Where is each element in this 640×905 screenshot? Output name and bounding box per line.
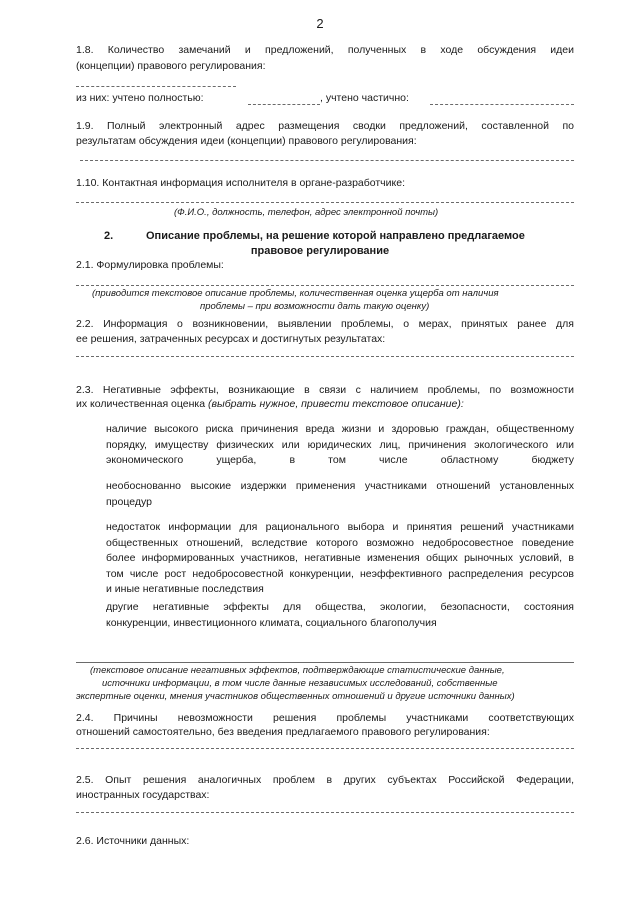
s1-8-fill-line [76, 86, 236, 87]
s2-1-caption-line1: (приводится текстовое описание проблемы, количественная оценка ущерба от наличия [92, 288, 499, 299]
option-3-line: и иные негативные последствия [106, 583, 264, 595]
s2-2-line2: ее решения, затраченных ресурсах и достигнутых результатах: [76, 333, 386, 345]
s2-3-caption-line1: (текстовое описание негативных эффектов, подтверждающие статистические данные, [90, 665, 505, 676]
s2-4-line2: отношений самостоятельно, без введения предлагаемого правового регулирования: [76, 726, 490, 738]
option-2-line: необоснованно высокие издержки применения участниками отношений установленных [106, 480, 574, 492]
s2-5-fill-line [76, 812, 574, 813]
s1-8-partial-label: , учтено частично: [320, 92, 409, 104]
s2-4-fill-line [76, 748, 574, 749]
s2-4-line1: 2.4. Причины невозможности решения проблемы участниками соответствующих [76, 712, 574, 724]
s2-3-caption-line2: источники информации, в том числе данные независимых исследований, собственные [102, 678, 498, 689]
negative-effect-option-4 [106, 600, 574, 631]
s1-9-fill-line [80, 160, 574, 161]
negative-effect-option-3 [106, 520, 574, 598]
s2-3-line1: 2.3. Негативные эффекты, возникающие в связи с наличием проблемы, по возможности [76, 384, 574, 396]
s2-1-label: 2.1. Формулировка проблемы: [76, 259, 224, 271]
s2-3-line2-text: их количественная оценка [76, 398, 206, 410]
option-1-line: порядку, имуществу физических или юридических лиц, причинения экологического или [106, 438, 574, 451]
s2-3-fill-line [76, 662, 574, 663]
s2-5-line1: 2.5. Опыт решения аналогичных проблем в других субъектах Российской Федерации, [76, 774, 574, 786]
option-2-line: процедур [106, 495, 152, 508]
option-1-line: наличие высокого риска причинения вреда жизни и здоровью граждан, общественному [106, 423, 574, 435]
s2-1-caption-line2: проблемы – при возможности дать такую оценку) [200, 301, 430, 312]
s1-8-full-fill [248, 104, 320, 105]
s1-8-partial-fill [430, 104, 574, 105]
option-4-line: другие негативные эффекты для общества, экологии, безопасности, состояния [106, 601, 574, 613]
section-2-number: 2. [104, 230, 114, 242]
option-3-line: общественных отношений, вследствие которого возможно недобросовестное поведение [106, 536, 574, 549]
option-1-line: экономического ущерба, в том числе областному бюджету [106, 454, 574, 466]
s2-3-caption-line3: экспертные оценки, мнения участников общественных отношений и другие источники данных) [76, 691, 515, 702]
section-2-title-line1: Описание проблемы, на решение которой направлено предлагаемое [146, 230, 525, 242]
s1-8-line1: 1.8. Количество замечаний и предложений, полученных в ходе обсуждения идеи [76, 44, 574, 56]
s1-10-caption: (Ф.И.О., должность, телефон, адрес электронной почты) [174, 207, 439, 218]
s2-5-line2: иностранных государствах: [76, 789, 210, 801]
s2-3-line2-hint: (выбрать нужное, привести текстовое описание): [205, 398, 464, 410]
s1-10-fill-line [76, 202, 574, 203]
s2-2-fill-line [76, 356, 574, 357]
s2-2-line1: 2.2. Информация о возникновении, выявлении проблемы, о мерах, принятых ранее для [76, 318, 574, 330]
s2-3-line2 [76, 398, 464, 410]
s2-1-fill-line [76, 285, 574, 286]
s2-6-label: 2.6. Источники данных: [76, 835, 190, 847]
s1-9-line2: результатам обсуждения идеи (концепции) правового регулирования: [76, 135, 417, 147]
option-3-line: том числе рост недобросовестной конкуренции, неэффективного распределения ресурсов [106, 567, 574, 580]
negative-effect-option-1 [106, 422, 574, 469]
s1-8-line2: (концепции) правового регулирования: [76, 60, 266, 72]
section-2-title-line2: правовое регулирование [250, 245, 390, 257]
negative-effect-option-2 [106, 479, 574, 510]
page-number: 2 [316, 16, 324, 31]
s1-9-line1: 1.9. Полный электронный адрес размещения сводки предложений, составленной по [76, 120, 574, 132]
option-3-line: более информированных участников, негативные изменения общих рыночных условий, в [106, 552, 574, 564]
option-3-line: недостаток информации для рационального выбора и принятия решений участниками [106, 521, 574, 533]
option-4-line: конкуренции, инвестиционного климата, социального благополучия [106, 616, 437, 629]
s1-8-full-label: из них: учтено полностью: [76, 92, 204, 104]
s1-10-label: 1.10. Контактная информация исполнителя в органе-разработчике: [76, 177, 405, 189]
